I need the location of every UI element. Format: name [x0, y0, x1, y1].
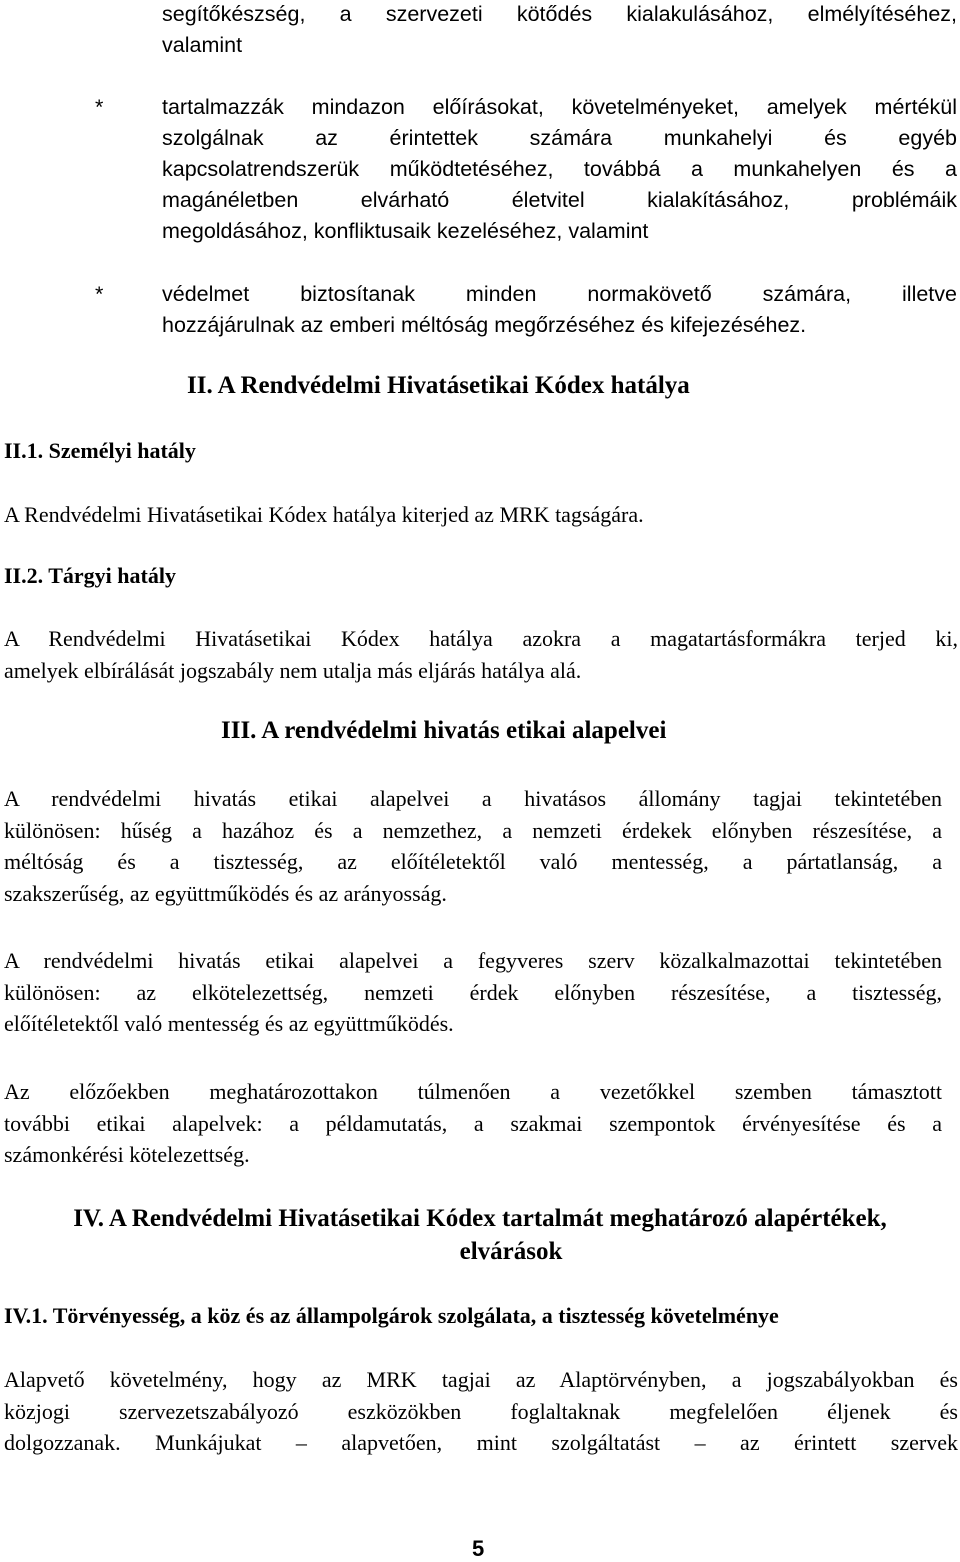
text-line: előítéletektől való mentesség és az együttműködés. [4, 1011, 454, 1037]
section-heading-line2: elvárások [459, 1238, 563, 1265]
section-heading: IV. A Rendvédelmi Hivatásetikai Kódex tartalmát meghatározó alapértékek, [73, 1205, 887, 1232]
text-line: magánéletben elvárható életvitel kialakításához, problémáik [162, 188, 957, 212]
page-number: 5 [472, 1536, 485, 1561]
text-line: számonkérési kötelezettség. [4, 1142, 250, 1168]
text-line: megoldásához, konfliktusaik kezeléséhez, valamint [162, 219, 649, 243]
bullet-marker: * [95, 95, 104, 119]
text-line: különösen: az elkötelezettség, nemzeti érdek előnyben részesítése, a tisztesség, [4, 979, 942, 1005]
text-line: különösen: hűség a hazához és a nemzethez, a nemzeti érdekek előnyben részesítése, a [4, 817, 942, 843]
section-heading: II. A Rendvédelmi Hivatásetikai Kódex hatálya [187, 372, 690, 399]
subsection-heading: II.1. Személyi hatály [4, 438, 196, 463]
text-line: tartalmazzák mindazon előírásokat, követelményeket, amelyek mértékül [162, 95, 957, 119]
text-line: valamint [162, 33, 243, 57]
text-line: Alapvető követelmény, hogy az MRK tagjai az Alaptörvényben, a jogszabályokban és [4, 1367, 958, 1392]
text-line: A rendvédelmi hivatás etikai alapelvei a hivatásos állomány tagjai tekintetében [4, 786, 942, 811]
bullet-item [162, 92, 957, 247]
text-line: A Rendvédelmi Hivatásetikai Kódex hatálya kiterjed az MRK tagságára. [4, 502, 644, 527]
text-line: szakszerűség, az együttműködés és az arányosság. [4, 880, 447, 906]
bullet-item [162, 279, 957, 341]
paragraph [4, 783, 942, 909]
paragraph [4, 1364, 958, 1459]
paragraph [4, 499, 942, 531]
paragraph [4, 945, 942, 1040]
text-line: kapcsolatrendszerük működtetéséhez, továbbá a munkahelyen és a [162, 157, 957, 181]
text-line: hozzájárulnak az emberi méltóság megőrzéséhez és kifejezéséhez. [162, 313, 807, 337]
bullet-continuation [162, 0, 957, 61]
subsection-heading: II.2. Tárgyi hatály [4, 563, 176, 588]
text-line: A Rendvédelmi Hivatásetikai Kódex hatálya azokra a magatartásformákra terjed ki, [4, 626, 958, 651]
section-heading: III. A rendvédelmi hivatás etikai alapelvei [221, 717, 667, 744]
text-line: amelyek elbírálását jogszabály nem utalja más eljárás hatálya alá. [4, 657, 582, 683]
text-line: dolgozzanak. Munkájukat – alapvetően, mint szolgáltatást – az érintett szervek [4, 1430, 958, 1456]
text-line: méltóság és a tisztesség, az előítéletektől való mentesség, a pártatlanság, a [4, 849, 942, 875]
subsection-heading: IV.1. Törvényesség, a köz és az állampolgárok szolgálata, a tisztesség követelménye [4, 1303, 779, 1328]
paragraph [4, 1076, 942, 1171]
text-line: Az előzőekben meghatározottakon túlmenően a vezetőkkel szemben támasztott [4, 1079, 942, 1104]
text-line: további etikai alapelvek: a példamutatás, a szakmai szempontok érvényesítése és a [4, 1110, 942, 1136]
text-line: A rendvédelmi hivatás etikai alapelvei a fegyveres szerv közalkalmazottai tekintetében [4, 948, 942, 973]
text-line: szolgálnak az érintettek számára munkahelyi és egyéb [162, 126, 957, 150]
text-line: közjogi szervezetszabályozó eszközökben foglaltaknak megfelelően éljenek és [4, 1398, 958, 1424]
text-line: segítőkészség, a szervezeti kötődés kialakulásához, elmélyítéséhez, [162, 2, 957, 26]
bullet-marker: * [95, 282, 104, 306]
paragraph [4, 623, 958, 686]
text-line: védelmet biztosítanak minden normakövető számára, illetve [162, 282, 957, 306]
